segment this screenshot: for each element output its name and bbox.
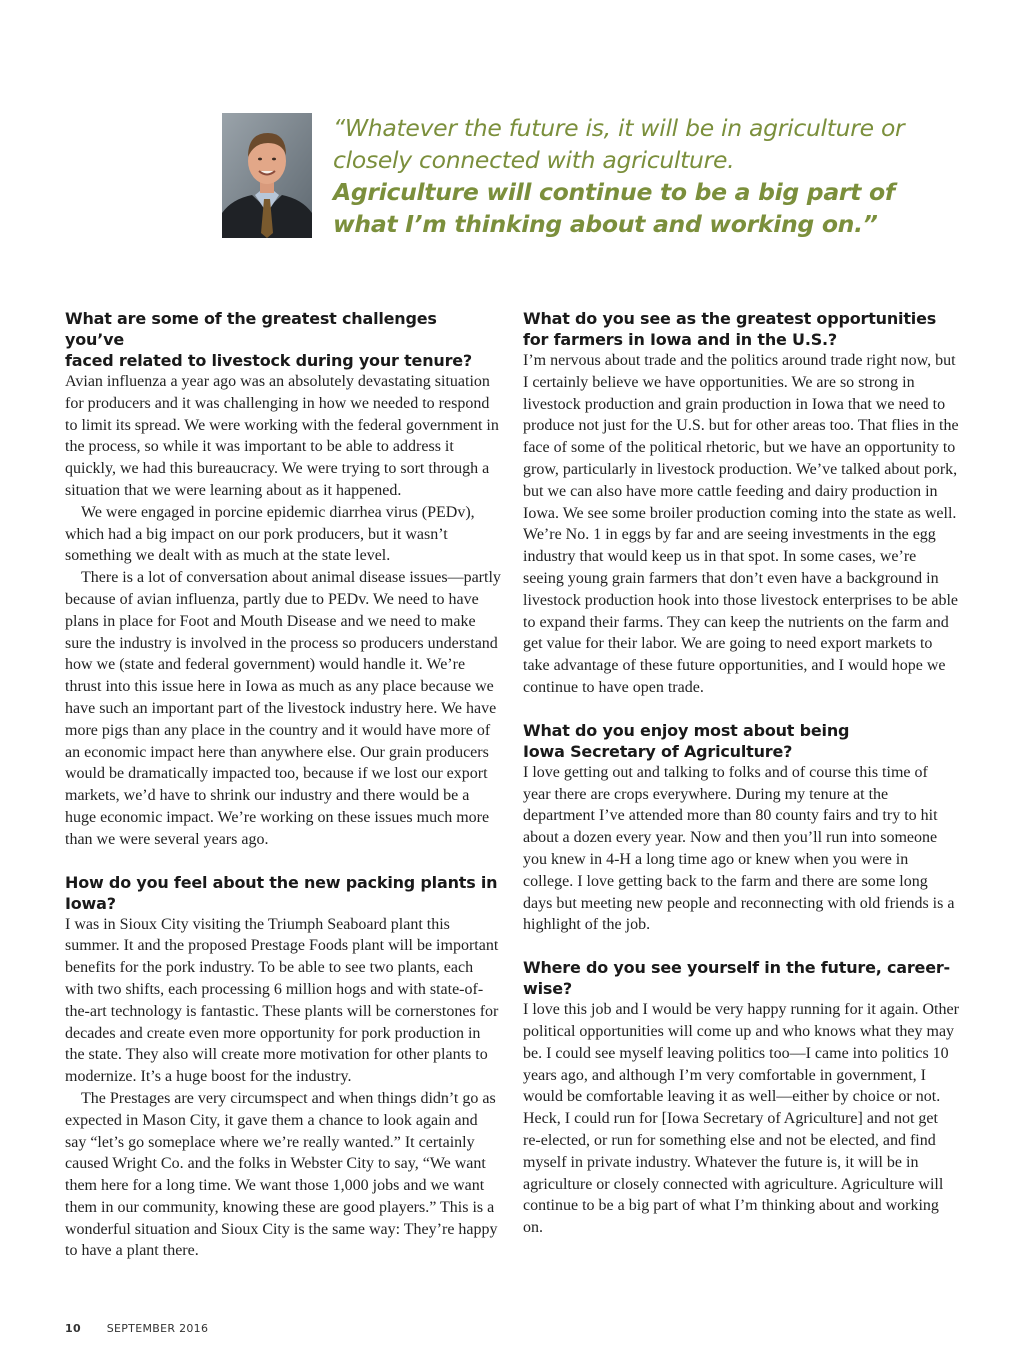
page-footer bbox=[65, 1322, 208, 1335]
qa-packing-plants bbox=[65, 872, 501, 1263]
issue-date: SEPTEMBER 2016 bbox=[106, 1322, 209, 1335]
portrait-photo bbox=[222, 113, 312, 238]
qa-enjoy-most bbox=[523, 720, 959, 936]
pull-quote-emphasis: Agriculture will continue to be a big part of what I’m thinking about and working on.” bbox=[333, 178, 895, 238]
question-heading: What do you see as the greatest opportunities for farmers in Iowa and in the U.S.? bbox=[523, 309, 937, 349]
answer-paragraph: I’m nervous about trade and the politics around trade right now, but I certainly believe we have opportunities. We are so strong in livestock production and grain production in Iowa that we need to produce not just for the U.S. but for other areas too. That flies in the face of some of the political rhetoric, but we have an opportunity to grow, particularly in livestock production. We’ve talked about pork, but we can also have more cattle feeding and dairy production in Iowa. We see some broiler production coming into the state as well. We’re No. 1 in eggs by far and are seeing investments in the egg industry that would keep us in that spot. In some cases, we’re seeing young grain farmers that don’t even have a background in livestock production hook into those livestock enterprises to be able to expand their farms. They can keep the nutrients on the farm and get value for their labor. We are going to need export markets to take advantage of these future opportunities, and I would hope we continue to have open trade. bbox=[523, 352, 959, 696]
question-heading: What are some of the greatest challenges you’ve faced related to livestock during your tenure? bbox=[65, 309, 472, 370]
question-heading: Where do you see yourself in the future, career-wise? bbox=[523, 958, 950, 999]
answer-paragraph: Avian influenza a year ago was an absolutely devastating situation for producers and it was challenging in how we needed to respond to limit its spread. We were working with the federal government in the process, so while it was important to be able to address it quickly, we had this bureaucracy. We were trying to sort through a situation that we were learning about as it happened. bbox=[65, 373, 499, 499]
answer-paragraph: I was in Sioux City visiting the Triumph Seaboard plant this summer. It and the proposed Prestage Foods plant will be important benefits for the pork industry. To be able to see two plants, each with two shifts, each processing 6 million hogs and with state-of-the-art technology is fantastic. These plants will be cornerstones for decades and create even more opportunity for pork production in the state. They also will create more motivation for other plants to modernize. It’s a huge boost for the industry. bbox=[65, 915, 499, 1086]
question-heading: How do you feel about the new packing plants in Iowa? bbox=[65, 872, 498, 913]
page-number: 10 bbox=[65, 1322, 81, 1335]
answer-paragraph: I love getting out and talking to folks and of course this time of year there are crops everywhere. During my tenure at the department I’ve attended more than 80 county fairs and try to hit about a dozen every year. Now and then you’ll run into someone you knew in 4-H a long time ago or knew when you were in college. I love getting back to the farm and there are some long days but meeting new people and reconnecting with old friends is a highlight of the job. bbox=[523, 763, 955, 934]
pull-quote bbox=[333, 112, 933, 240]
answer-paragraph: There is a lot of conversation about animal disease issues—partly because of avian influenza, partly due to PEDv. We need to have plans in place for Foot and Mouth Disease and we need to make sure the industry is involved in the process so producers understand how we (state and federal government) would handle it. We’re thrust into this issue here in Iowa as much as any place because we have such an important part of the livestock industry here. We have more pigs than any place in the country and it would have more of an economic impact here than anywhere else. Our grain producers would be dramatically impacted too, because if we lost our export markets, we’d have to shrink our industry and there would be a huge economic impact. We’re working on these issues much more than we were several years ago. bbox=[65, 569, 501, 848]
left-column bbox=[65, 308, 501, 1283]
right-column bbox=[523, 308, 959, 1260]
portrait-illustration bbox=[222, 113, 312, 238]
answer-paragraph: I love this job and I would be very happy running for it again. Other political opportunities will come up and who knows what they may be. I could see myself leaving politics too—I came into politics 10 years ago, and although I’m very comfortable in government, I would be comfortable leaving it as well—either by choice or not. Heck, I could run for [Iowa Secretary of Agriculture] and not get re-elected, or run for something else and not be elected, and find myself in private industry. Whatever the future is, it will be in agriculture or closely connected with agriculture. Agriculture will continue to be a big part of what I’m thinking about and working on. bbox=[523, 1001, 959, 1237]
answer-paragraph: The Prestages are very circumspect and when things didn’t go as expected in Mason City, it gave them a chance to look again and say “let’s go someplace where we’re really wanted.” It certainly caused Wright Co. and the folks in Webster City to say, “We want them here for a long time. We want those 1,000 jobs and we want them in our community, knowing these are good players.” This is a wonderful situation and Sioux City is the same way: They’re happy to have a plant there. bbox=[65, 1089, 498, 1260]
qa-challenges bbox=[65, 308, 501, 851]
qa-opportunities bbox=[523, 308, 959, 699]
pull-quote-intro: “Whatever the future is, it will be in agriculture or closely connected with agriculture. bbox=[333, 114, 905, 174]
answer-paragraph: We were engaged in porcine epidemic diarrhea virus (PEDv), which had a big impact on our pork producers, but it wasn’t something we dealt with as much at the state level. bbox=[65, 503, 475, 565]
question-heading: What do you enjoy most about being Iowa Secretary of Agriculture? bbox=[523, 720, 850, 761]
qa-future-career bbox=[523, 957, 959, 1239]
